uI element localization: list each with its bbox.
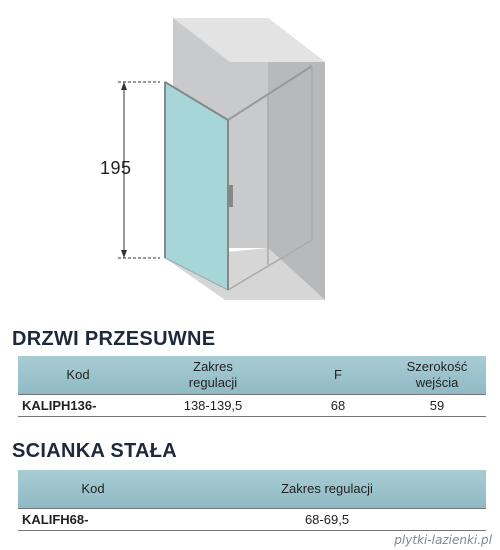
cell-zakres: 138-139,5 <box>138 394 288 416</box>
sliding-door-header-row <box>18 356 486 394</box>
col-header-szerokosc: Szerokość wejścia <box>388 356 486 394</box>
col-header-kod: Kod <box>18 470 168 508</box>
watermark: plytki-lazienki.pl <box>394 533 492 547</box>
col-header-f: F <box>288 356 388 394</box>
sliding-door-title: DRZWI PRZESUWNE <box>12 328 216 350</box>
cell-szerokosc: 59 <box>388 394 486 416</box>
table-row <box>18 508 486 530</box>
table-row <box>18 394 486 416</box>
sliding-door-table <box>18 356 486 417</box>
cell-f: 68 <box>288 394 388 416</box>
fixed-wall-header-row <box>18 470 486 508</box>
cell-kod: KALIFH68- <box>18 508 168 530</box>
cell-kod: KALIPH136- <box>18 394 138 416</box>
height-dimension-label: 195 <box>100 158 132 178</box>
fixed-wall-title: SCIANKA STAŁA <box>12 440 178 462</box>
cell-zakres: 68-69,5 <box>168 508 486 530</box>
col-header-zakres: Zakres regulacji <box>138 356 288 394</box>
col-header-kod: Kod <box>18 356 138 394</box>
fixed-wall-table <box>18 470 486 531</box>
col-header-zakres: Zakres regulacji <box>168 470 486 508</box>
